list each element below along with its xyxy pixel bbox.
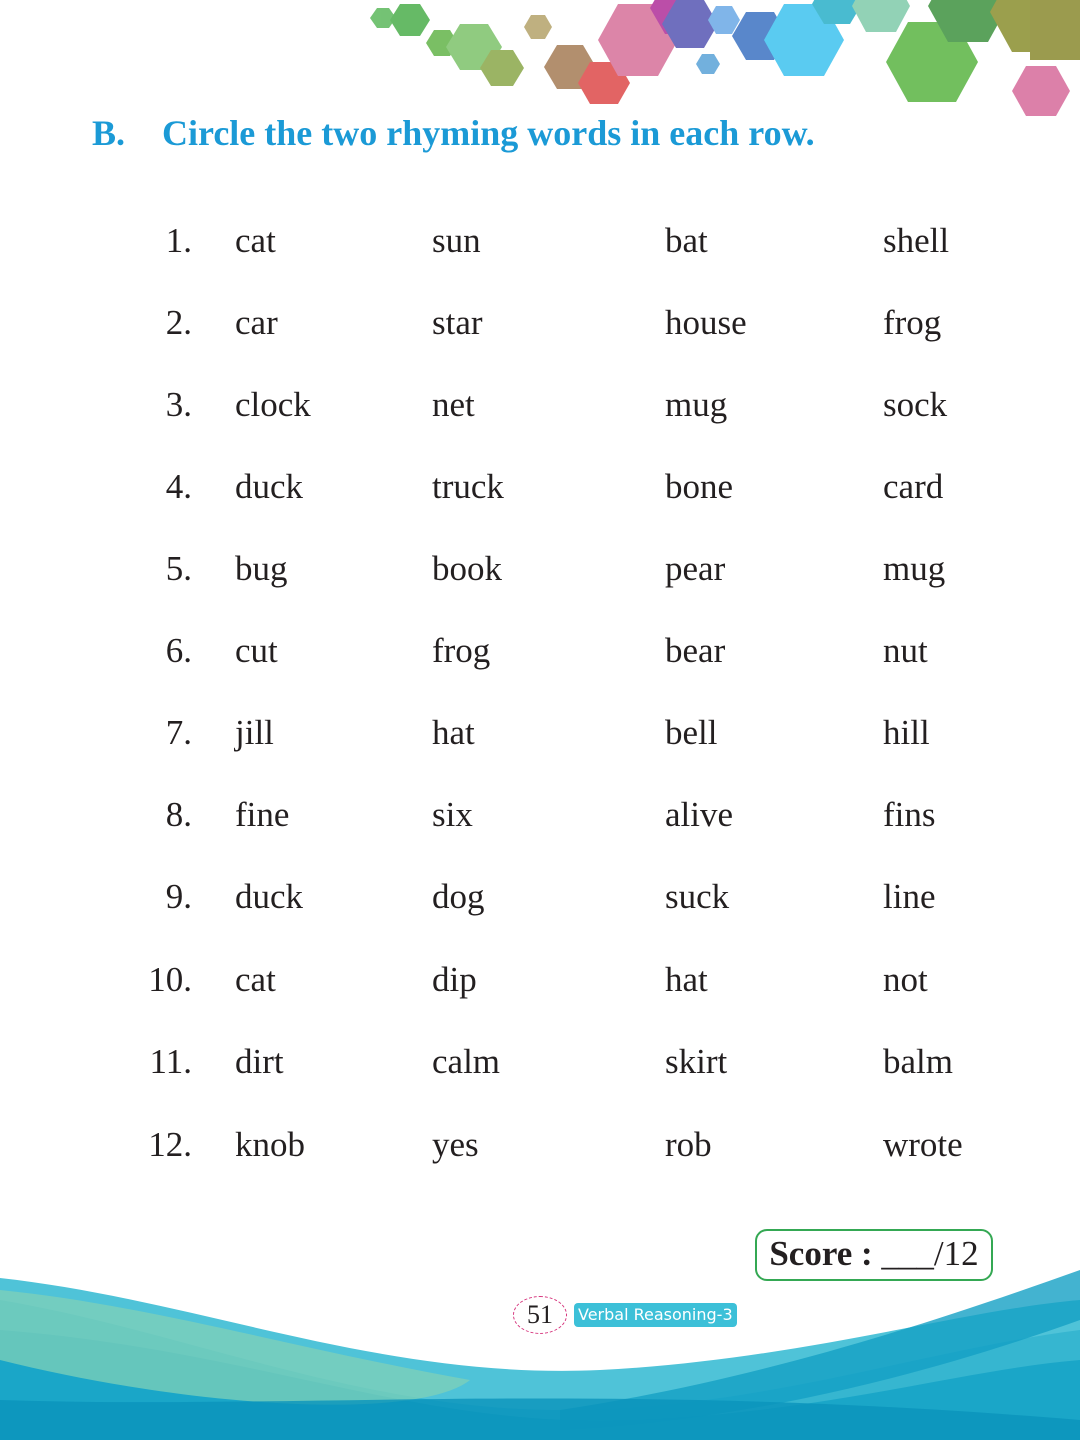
word-option[interactable]: fine [235,795,290,834]
word-option[interactable]: pear [665,549,726,588]
word-option[interactable]: cut [235,631,278,670]
word-row [0,626,1080,676]
row-number: 12. [148,1125,192,1164]
hexagon-shape [524,15,552,39]
row-number: 9. [165,877,192,916]
word-option[interactable]: shell [883,221,950,260]
word-option[interactable]: bat [665,221,708,260]
word-option[interactable]: duck [235,877,304,916]
word-option[interactable]: sun [432,221,481,260]
word-option[interactable]: bear [665,631,726,670]
section-heading [92,112,815,154]
hexagon-shape [852,0,910,32]
word-option[interactable]: knob [235,1125,305,1164]
page-number: 51 [513,1296,567,1334]
row-number: 1. [165,221,192,260]
word-option[interactable]: rob [665,1125,712,1164]
word-row [0,298,1080,348]
word-option[interactable]: card [883,467,944,506]
word-row [0,462,1080,512]
row-number: 3. [165,385,192,424]
word-option[interactable]: line [883,877,936,916]
hexagon-shape [696,54,720,74]
word-option[interactable]: dog [432,877,485,916]
word-row [0,1120,1080,1170]
word-option[interactable]: dip [432,960,477,999]
word-option[interactable]: suck [665,877,730,916]
word-option[interactable]: mug [665,385,728,424]
word-option[interactable]: dirt [235,1042,284,1081]
section-letter: B. [92,113,126,153]
word-option[interactable]: wrote [883,1125,963,1164]
hexagon-shape [390,4,430,36]
decorative-wave-footer [0,1260,1080,1440]
decorative-hexagon-banner [0,0,1080,130]
word-row [0,544,1080,594]
word-option[interactable]: hill [883,713,930,752]
score-box [755,1229,993,1281]
row-number: 2. [165,303,192,342]
score-total: /12 [933,1234,979,1273]
word-option[interactable]: hat [665,960,708,999]
word-option[interactable]: duck [235,467,304,506]
row-number: 5. [165,549,192,588]
word-option[interactable]: frog [432,631,491,670]
word-row [0,872,1080,922]
word-option[interactable]: six [432,795,473,834]
word-option[interactable]: skirt [665,1042,728,1081]
word-row [0,955,1080,1005]
word-option[interactable]: car [235,303,278,342]
book-title-badge: Verbal Reasoning-3 [574,1303,737,1327]
word-option[interactable]: jill [235,713,274,752]
word-option[interactable]: truck [432,467,504,506]
word-row [0,708,1080,758]
word-option[interactable]: cat [235,221,276,260]
word-option[interactable]: calm [432,1042,501,1081]
row-number: 10. [148,960,192,999]
score-blank[interactable]: ___ [881,1234,934,1273]
word-option[interactable]: bug [235,549,288,588]
word-option[interactable]: cat [235,960,276,999]
word-row [0,1037,1080,1087]
row-number: 11. [149,1042,192,1081]
word-option[interactable]: balm [883,1042,953,1081]
word-row [0,216,1080,266]
word-option[interactable]: bone [665,467,734,506]
word-option[interactable]: sock [883,385,948,424]
word-row [0,790,1080,840]
word-option[interactable]: hat [432,713,475,752]
word-option[interactable]: nut [883,631,928,670]
word-option[interactable]: book [432,549,502,588]
word-option[interactable]: mug [883,549,946,588]
hexagon-shape [1012,66,1070,116]
row-number: 8. [165,795,192,834]
word-option[interactable]: frog [883,303,942,342]
word-option[interactable]: star [432,303,483,342]
row-number: 4. [165,467,192,506]
corner-block [1030,0,1080,60]
word-row [0,380,1080,430]
word-option[interactable]: yes [432,1125,479,1164]
word-option[interactable]: not [883,960,928,999]
word-option[interactable]: net [432,385,475,424]
row-number: 7. [165,713,192,752]
word-option[interactable]: clock [235,385,311,424]
word-option[interactable]: alive [665,795,734,834]
word-option[interactable]: house [665,303,747,342]
instruction-text: Circle the two rhyming words in each row. [162,113,815,153]
score-label: Score : [769,1234,873,1273]
word-option[interactable]: fins [883,795,936,834]
word-option[interactable]: bell [665,713,718,752]
row-number: 6. [165,631,192,670]
